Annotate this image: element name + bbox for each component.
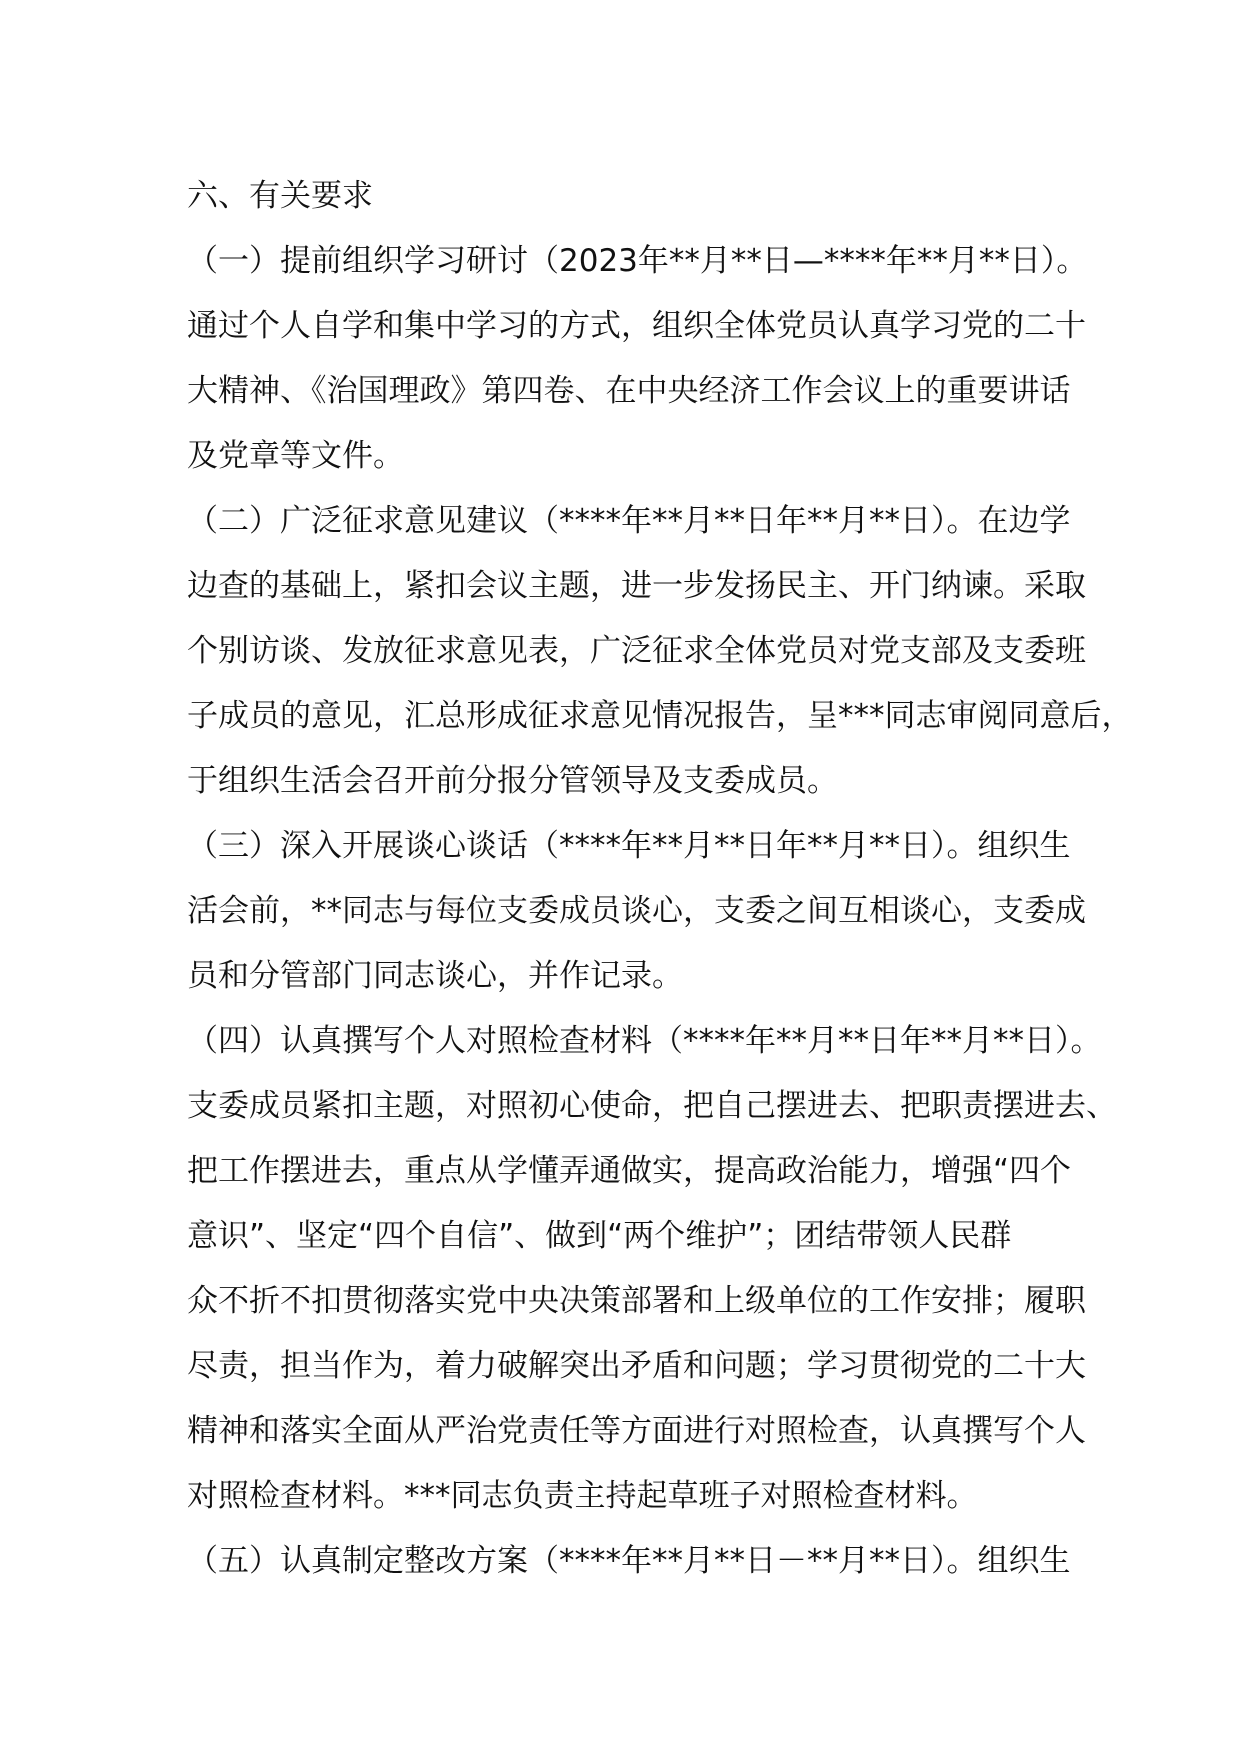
text-line: 意识”、坚定“四个自信”、做到“两个维护”；团结带领人民群 bbox=[187, 1218, 1012, 1254]
text-line: 尽责，担当作为，着力破解突出矛盾和问题；学习贯彻党的二十大 bbox=[187, 1348, 1086, 1384]
text-line: 通过个人自学和集中学习的方式，组织全体党员认真学习党的二十 bbox=[187, 308, 1086, 344]
text-line: 及党章等文件。 bbox=[187, 438, 404, 474]
section-heading: 六、有关要求 bbox=[187, 178, 373, 214]
text-line: 子成员的意见，汇总形成征求意见情况报告，呈***同志审阅同意后， bbox=[187, 698, 1133, 734]
text-line: （三）深入开展谈心谈话（****年**月**日年**月**日）。组织生 bbox=[187, 828, 1071, 864]
text-line: （一）提前组织学习研讨（2023年**月**日—****年**月**日）。 bbox=[187, 243, 1088, 279]
text-line: 个别访谈、发放征求意见表，广泛征求全体党员对党支部及支委班 bbox=[187, 633, 1086, 669]
text-line: （二）广泛征求意见建议（****年**月**日年**月**日）。在边学 bbox=[187, 503, 1071, 539]
text-line: 大精神、《治国理政》第四卷、在中央经济工作会议上的重要讲话 bbox=[187, 373, 1071, 409]
text-line: 活会前，**同志与每位支委成员谈心，支委之间互相谈心，支委成 bbox=[187, 893, 1086, 929]
text-line: 众不折不扣贯彻落实党中央决策部署和上级单位的工作安排；履职 bbox=[187, 1283, 1086, 1319]
text-line: 把工作摆进去，重点从学懂弄通做实，提高政治能力，增强“四个 bbox=[187, 1153, 1072, 1189]
text-line: 员和分管部门同志谈心，并作记录。 bbox=[187, 958, 683, 994]
text-line: 边查的基础上，紧扣会议主题，进一步发扬民主、开门纳谏。采取 bbox=[187, 568, 1086, 604]
text-line: 支委成员紧扣主题，对照初心使命，把自己摆进去、把职责摆进去、 bbox=[187, 1088, 1117, 1124]
text-line: （四）认真撰写个人对照检查材料（****年**月**日年**月**日）。 bbox=[187, 1023, 1102, 1059]
document-body bbox=[187, 164, 1133, 1594]
text-line: 对照检查材料。***同志负责主持起草班子对照检查材料。 bbox=[187, 1478, 978, 1514]
text-line: 于组织生活会召开前分报分管领导及支委成员。 bbox=[187, 763, 838, 799]
text-line: （五）认真制定整改方案（****年**月**日－**月**日）。组织生 bbox=[187, 1543, 1071, 1579]
text-line: 精神和落实全面从严治党责任等方面进行对照检查，认真撰写个人 bbox=[187, 1413, 1086, 1449]
